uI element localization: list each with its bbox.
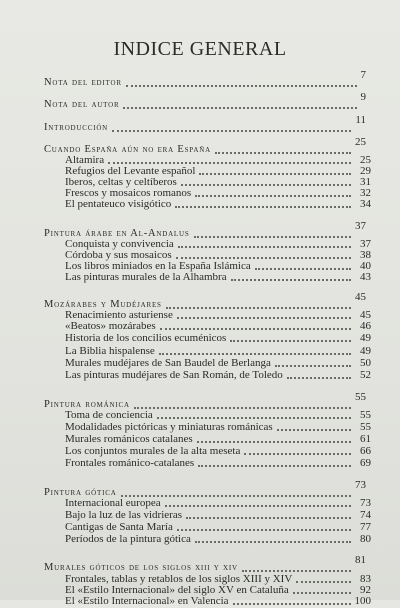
toc-section-page: 25 bbox=[355, 136, 366, 148]
toc-subentry-page: 49 bbox=[360, 345, 371, 357]
toc-subentry-label: Modalidades pictóricas y miniaturas románicas bbox=[65, 421, 273, 433]
dot-leader bbox=[244, 453, 351, 455]
dot-leader bbox=[287, 377, 351, 379]
toc-entry-nota-editor bbox=[44, 69, 366, 90]
toc-section-label: Mozárabes y Mudéjares bbox=[44, 299, 162, 310]
toc-subentry-page: 73 bbox=[360, 497, 371, 509]
toc-subentry-page: 100 bbox=[354, 595, 371, 607]
toc-subentry-label: El «Estilo Internacional» del siglo XV en Cataluña bbox=[65, 584, 289, 596]
toc-subentry-label: Conquista y convivencia bbox=[65, 238, 174, 250]
toc-subentry-label: Córdoba y sus mosaicos bbox=[65, 249, 172, 261]
dot-leader bbox=[231, 279, 351, 281]
toc-subentry-page: 50 bbox=[360, 357, 371, 369]
toc-subentry-label: Historia de los concilios ecuménicos bbox=[65, 332, 227, 344]
toc-subentry-label: Toma de conciencia bbox=[65, 409, 153, 421]
toc-entry-label: Introducción bbox=[44, 122, 109, 133]
page-title: INDICE GENERAL bbox=[113, 38, 287, 60]
dot-leader bbox=[157, 417, 351, 419]
toc-subentry-label: Las pinturas murales de la Alhambra bbox=[65, 271, 227, 283]
toc-subentry-page: 80 bbox=[360, 533, 371, 545]
toc-subentry-label: Frontales románico-catalanes bbox=[65, 457, 195, 469]
toc-subentry-page: 55 bbox=[360, 409, 371, 421]
toc-subentry-label: La Biblia hispalense bbox=[65, 345, 155, 357]
toc-subentry-page: 45 bbox=[360, 309, 371, 321]
toc-entry-page: 9 bbox=[360, 91, 366, 103]
toc-subentry-page: 29 bbox=[360, 165, 371, 177]
toc-subentry-label: Frescos y mosaicos romanos bbox=[65, 187, 192, 199]
toc-section-page: 37 bbox=[355, 220, 366, 232]
toc-subentry-label: Los conjuntos murales de la alta meseta bbox=[65, 445, 241, 457]
toc-section-page: 81 bbox=[355, 554, 366, 566]
toc-subentry-label: Murales románicos catalanes bbox=[65, 433, 193, 445]
label-part: y bbox=[210, 562, 224, 573]
toc-subentry-label: Las pinturas mudéjares de San Román, de Toledo bbox=[65, 369, 283, 381]
toc-subentry-page: 83 bbox=[360, 573, 371, 585]
toc-section-page: 73 bbox=[355, 479, 366, 491]
toc-entry-page: 7 bbox=[360, 69, 366, 81]
toc-subentry-label: El pentateuco visigótico bbox=[65, 198, 172, 210]
toc-subentry-label: Murales mudéjares de San Baudel de Berlanga bbox=[65, 357, 271, 369]
label-part: Murales góticos de los siglos bbox=[44, 562, 196, 573]
toc-subentry-page: 92 bbox=[360, 584, 371, 596]
toc-entry-introduccion bbox=[44, 114, 366, 135]
toc-subentry bbox=[65, 532, 371, 546]
toc-entry-label: Nota del autor bbox=[44, 99, 120, 110]
toc-subentry-label: «Beatos» mozárabes bbox=[65, 320, 156, 332]
label-part: xiii bbox=[195, 562, 211, 573]
dot-leader bbox=[186, 517, 351, 519]
toc-subentry-label: Iberos, celtas y celtíberos bbox=[65, 176, 177, 188]
dot-leader bbox=[112, 130, 351, 132]
toc-subentry-label: El «Estilo Internacional» en Valencia bbox=[65, 595, 229, 607]
toc-subentry bbox=[65, 270, 371, 284]
dot-leader bbox=[195, 541, 351, 543]
toc-subentry-label: Cantigas de Santa María bbox=[65, 521, 173, 533]
toc-subentry-page: 49 bbox=[360, 332, 371, 344]
dot-leader bbox=[233, 603, 351, 605]
toc-section-label: Pintura árabe en Al-Andalus bbox=[44, 228, 190, 239]
toc-section-page: 55 bbox=[355, 391, 366, 403]
toc-subentry-page: 34 bbox=[360, 198, 371, 210]
dot-leader bbox=[165, 505, 351, 507]
toc-subentry-page: 69 bbox=[360, 457, 371, 469]
dot-leader bbox=[175, 206, 351, 208]
toc-entry-nota-autor bbox=[44, 91, 366, 112]
toc-subentry-label: Refugios del Levante español bbox=[65, 165, 196, 177]
toc-subentry-label: Altamira bbox=[65, 154, 105, 166]
toc-subentry-page: 25 bbox=[360, 154, 371, 166]
toc-subentry-page: 52 bbox=[360, 369, 371, 381]
dot-leader bbox=[159, 353, 351, 355]
dot-leader bbox=[198, 465, 351, 467]
toc-subentry-page: 61 bbox=[360, 433, 371, 445]
label-part: xiv bbox=[223, 562, 238, 573]
toc-subentry bbox=[65, 197, 371, 211]
toc-subentry-page: 31 bbox=[360, 176, 371, 188]
toc-entry-label: Nota del editor bbox=[44, 77, 122, 88]
toc-subentry-page: 55 bbox=[360, 421, 371, 433]
dot-leader bbox=[177, 529, 351, 531]
toc-subentry bbox=[65, 331, 371, 345]
dot-leader bbox=[126, 85, 357, 87]
toc-subentry-page: 32 bbox=[360, 187, 371, 199]
toc-subentry bbox=[65, 368, 371, 382]
toc-subentry-label: Frontales, tablas y retablos de los siglos XIII y XIV bbox=[65, 573, 293, 585]
dot-leader bbox=[277, 429, 351, 431]
toc-subentry-page: 38 bbox=[360, 249, 371, 261]
toc-subentry-page: 77 bbox=[360, 521, 371, 533]
toc-entry-page: 11 bbox=[355, 114, 366, 126]
toc-subentry-label: Renacimiento asturiense bbox=[65, 309, 173, 321]
toc-section-label: Cuando España aún no era España bbox=[44, 144, 211, 155]
toc-subentry-page: 37 bbox=[360, 238, 371, 250]
dot-leader bbox=[230, 340, 351, 342]
dot-leader bbox=[123, 107, 356, 109]
toc-subentry bbox=[65, 594, 371, 608]
dot-leader bbox=[160, 328, 351, 330]
dot-leader bbox=[275, 365, 351, 367]
toc-subentry-page: 46 bbox=[360, 320, 371, 332]
toc-subentry bbox=[65, 456, 371, 470]
dot-leader bbox=[197, 441, 351, 443]
toc-subentry-page: 74 bbox=[360, 509, 371, 521]
toc-subentry-label: Períodos de la pintura gótica bbox=[65, 533, 191, 545]
toc-subentry-page: 66 bbox=[360, 445, 371, 457]
toc-section-page: 45 bbox=[355, 291, 366, 303]
toc-subentry-label: Bajo la luz de las vidrieras bbox=[65, 509, 182, 521]
toc-section-label: Pintura románica bbox=[44, 399, 130, 410]
toc-subentry-page: 43 bbox=[360, 271, 371, 283]
toc-subentry-label: Los libros miniados en la España Islámica bbox=[65, 260, 251, 272]
toc-section-label: Pintura gótica bbox=[44, 487, 117, 498]
toc-subentry-label: Internacional europea bbox=[65, 497, 161, 509]
toc-subentry-page: 40 bbox=[360, 260, 371, 272]
